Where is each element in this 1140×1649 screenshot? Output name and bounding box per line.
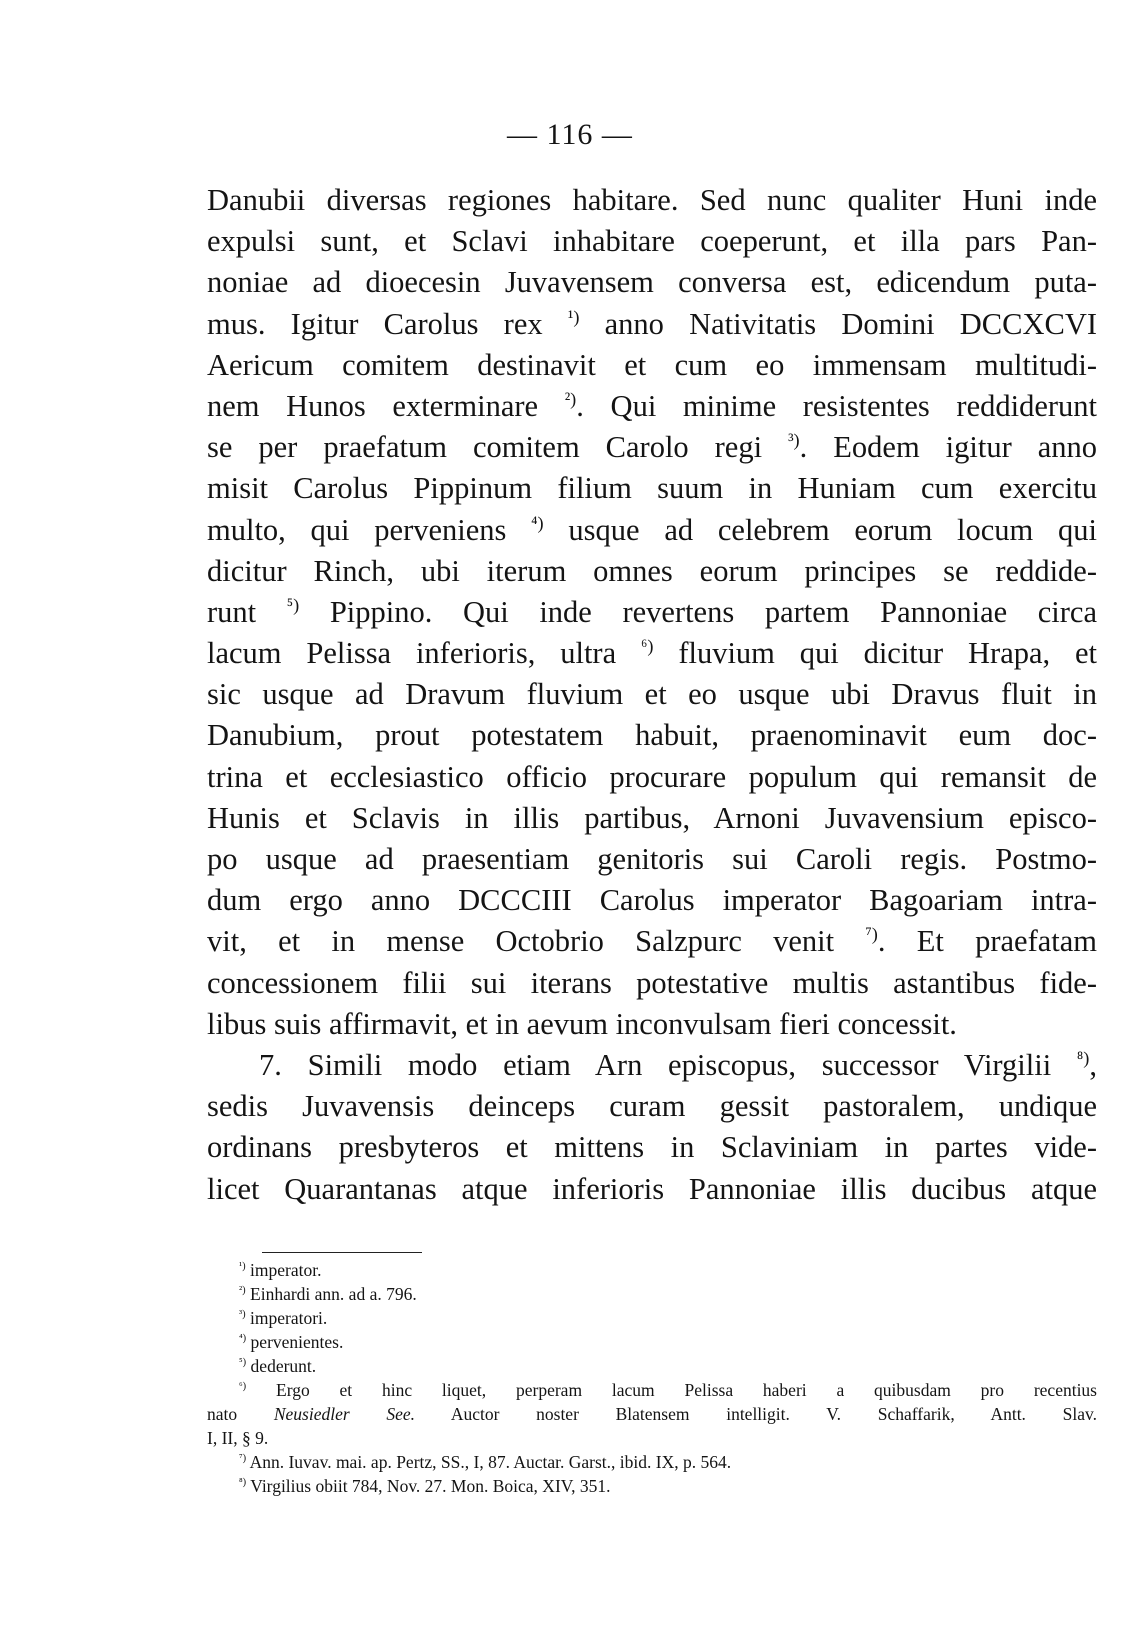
text-line: multo, qui perveniens $^{^4)}$ usque ad celebrem eorum locum qui [207, 512, 1098, 547]
text-line: se per praefatum comitem Carolo regi $^{^3)}$. Eodem igitur anno [207, 429, 1098, 465]
text-line: noniae ad dioecesin Juvavensem conversa est, edicendum puta- [207, 265, 1097, 300]
text-line: 7. Simili modo etiam Arn episcopus, successor Virgilii $^{^8)}$, [259, 1047, 1097, 1082]
text-line: trina et ecclesiastico officio procurare populum qui remansit de [207, 759, 1097, 794]
text-line: concessionem filii sui iterans potestative multis astantibus fide- [207, 965, 1097, 1000]
footnote-ref-1: ¹) [567, 306, 580, 327]
text-line: Aericum comitem destinavit et cum eo immensam multitudi- [207, 347, 1097, 382]
footnote-ref-7: ⁷) [865, 924, 878, 945]
footnote-ref-6: ⁶) [640, 635, 654, 656]
text-line: sedis Juvavensis deinceps curam gessit pastoralem, undique [207, 1089, 1097, 1124]
text-line: expulsi sunt, et Sclavi inhabitare coeperunt, et illa pars Pan- [207, 224, 1097, 259]
footnote-7: $^{^7)}$ Ann. Iuvav. mai. ap. Pertz, SS., I, 87. Auctar. Garst., ibid. IX, p. 564. [239, 1452, 732, 1472]
footnote-5: $^{^5)}$ dederunt. [239, 1356, 317, 1376]
footnote-ref-3: ³) [788, 429, 800, 450]
footnote-3: $^{^3)}$ imperatori. [239, 1308, 328, 1328]
text-line: dum ergo anno DCCCIII Carolus imperator Bagoariam intra- [207, 883, 1097, 918]
footnote-4: $^{^4)}$ pervenientes. [239, 1332, 344, 1352]
footnotes [207, 1258, 1097, 1498]
text-line: vit, et in mense Octobrio Salzpurc venit $^{^7)}$. Et praefatam [207, 924, 1098, 959]
text-line: dicitur Rinch, ubi iterum omnes eorum principes se reddide- [207, 553, 1097, 588]
text-line: licet Quarantanas atque inferioris Pannoniae illis ducibus atque [207, 1171, 1097, 1206]
footnote-1: $^{^1)}$ imperator. [239, 1260, 322, 1280]
footnote-ref-4: ⁴) [531, 512, 544, 533]
text-line: nem Hunos exterminare $^{^2)}$. Qui minime resistentes reddiderunt [207, 388, 1098, 423]
text-line: po usque ad praesentiam genitoris sui Caroli regis. Postmo- [207, 842, 1097, 876]
footnote-ref-8: ⁸) [1076, 1047, 1090, 1068]
text-line: runt $^{^5)}$ Pippino. Qui inde revertens partem Pannoniae circa [207, 594, 1097, 629]
text-line: Danubium, prout potestatem habuit, praenominavit eum doc- [207, 718, 1097, 753]
footnote-6-end: I, II, § 9. [207, 1428, 269, 1448]
page-number: — 116 — [507, 118, 633, 151]
footnote-divider [262, 1252, 422, 1253]
footnote-ref-2: ²) [564, 388, 577, 409]
footnote-8: $^{^8)}$ Virgilius obiit 784, Nov. 27. Mon. Boica, XIV, 351. [239, 1476, 611, 1496]
text-line: Danubii diversas regiones habitare. Sed nunc qualiter Huni inde [207, 183, 1097, 217]
footnote-ref-5: ⁵) [286, 594, 300, 615]
text-line: ordinans presbyteros et mittens in Sclaviniam in partes vide- [207, 1130, 1097, 1165]
text-line: misit Carolus Pippinum filium suum in Huniam cum exercitu [207, 471, 1097, 506]
text-line: Hunis et Sclavis in illis partibus, Arnoni Juvavensium episco- [207, 800, 1097, 835]
footnote-6: $^{^6)}$ Ergo et hinc liquet, perperam lacum Pelissa haberi a quibusdam pro recentius [239, 1380, 1097, 1400]
text-line: mus. Igitur Carolus rex $^{^1)}$ anno Nativitatis Domini DCCXCVI [207, 306, 1098, 341]
text-line: sic usque ad Dravum fluvium et eo usque ubi Dravus fluit in [207, 677, 1097, 712]
main-text [207, 180, 1097, 1210]
footnote-2: $^{^2)}$ Einhardi ann. ad a. 796. [239, 1284, 417, 1304]
footnote-6-continued: nato Neusiedler See. Auctor noster Blatensem intelligit. V. Schaffarik, Antt. Slav. [207, 1404, 1097, 1424]
text-line: libus suis affirmavit, et in aevum inconvulsam fieri concessit. [207, 1006, 957, 1041]
text-line: lacum Pelissa inferioris, ultra $^{^6)}$ fluvium qui dicitur Hrapa, et [207, 635, 1098, 671]
